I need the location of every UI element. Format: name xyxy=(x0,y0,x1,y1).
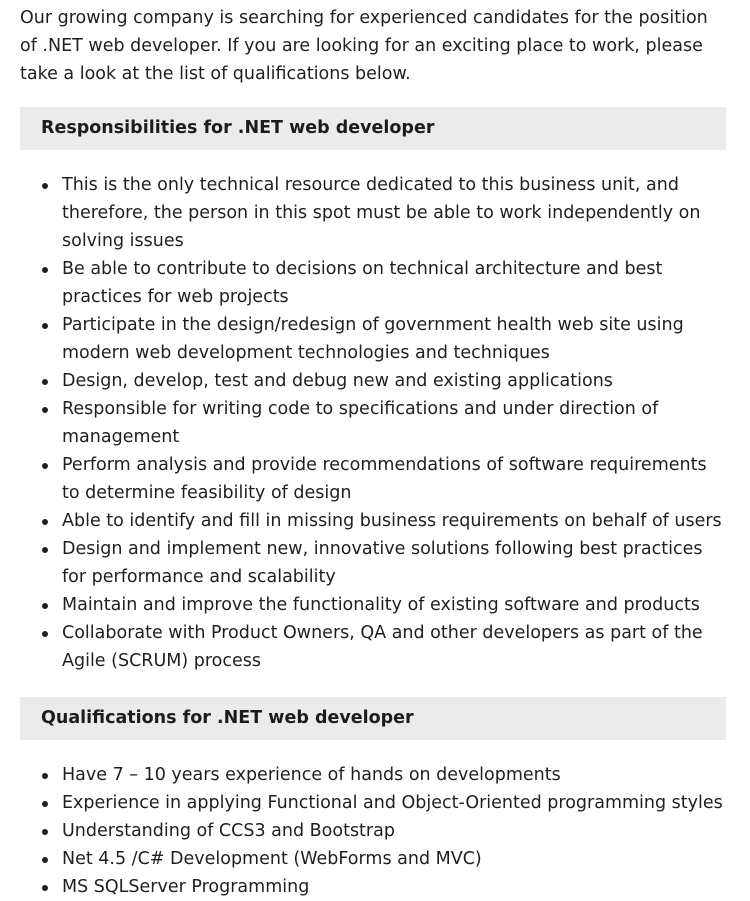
list-item: MS SQLServer Programming xyxy=(20,873,726,901)
list-item: Maintain and improve the functionality of existing software and products xyxy=(20,591,726,619)
list-item: Responsible for writing code to specifications and under direction of management xyxy=(20,395,726,451)
bullet-icon xyxy=(42,885,48,891)
bullet-icon xyxy=(42,183,48,189)
list-item: Design, develop, test and debug new and existing applications xyxy=(20,367,726,395)
list-item: Understanding of CCS3 and Bootstrap xyxy=(20,817,726,845)
qualifications-list xyxy=(20,761,726,901)
list-item: Able to identify and fill in missing business requirements on behalf of users xyxy=(20,507,726,535)
job-posting xyxy=(20,4,726,901)
list-item: Perform analysis and provide recommendations of software requirements to determine feasibility of design xyxy=(20,451,726,507)
bullet-icon xyxy=(42,801,48,807)
list-item: This is the only technical resource dedicated to this business unit, and therefore, the person in this spot must be able to work independently on solving issues xyxy=(20,171,726,255)
bullet-icon xyxy=(42,407,48,413)
bullet-icon xyxy=(42,829,48,835)
list-item: Participate in the design/redesign of government health web site using modern web development technologies and techniques xyxy=(20,311,726,367)
responsibilities-list xyxy=(20,171,726,675)
list-item: Have 7 – 10 years experience of hands on developments xyxy=(20,761,726,789)
bullet-icon xyxy=(42,463,48,469)
bullet-icon xyxy=(42,857,48,863)
bullet-icon xyxy=(42,603,48,609)
list-item: Experience in applying Functional and Object-Oriented programming styles xyxy=(20,789,726,817)
bullet-icon xyxy=(42,519,48,525)
list-item: Be able to contribute to decisions on technical architecture and best practices for web projects xyxy=(20,255,726,311)
bullet-icon xyxy=(42,323,48,329)
responsibilities-header: Responsibilities for .NET web developer xyxy=(20,107,726,150)
qualifications-header: Qualifications for .NET web developer xyxy=(20,697,726,740)
bullet-icon xyxy=(42,379,48,385)
bullet-icon xyxy=(42,547,48,553)
list-item: Net 4.5 /C# Development (WebForms and MVC) xyxy=(20,845,726,873)
bullet-icon xyxy=(42,267,48,273)
intro-paragraph: Our growing company is searching for experienced candidates for the position of .NET web developer. If you are looking for an exciting place to work, please take a look at the list of qualifications below. xyxy=(20,8,708,84)
list-item: Collaborate with Product Owners, QA and other developers as part of the Agile (SCRUM) process xyxy=(20,619,726,675)
bullet-icon xyxy=(42,631,48,637)
list-item: Design and implement new, innovative solutions following best practices for performance and scalability xyxy=(20,535,726,591)
bullet-icon xyxy=(42,773,48,779)
